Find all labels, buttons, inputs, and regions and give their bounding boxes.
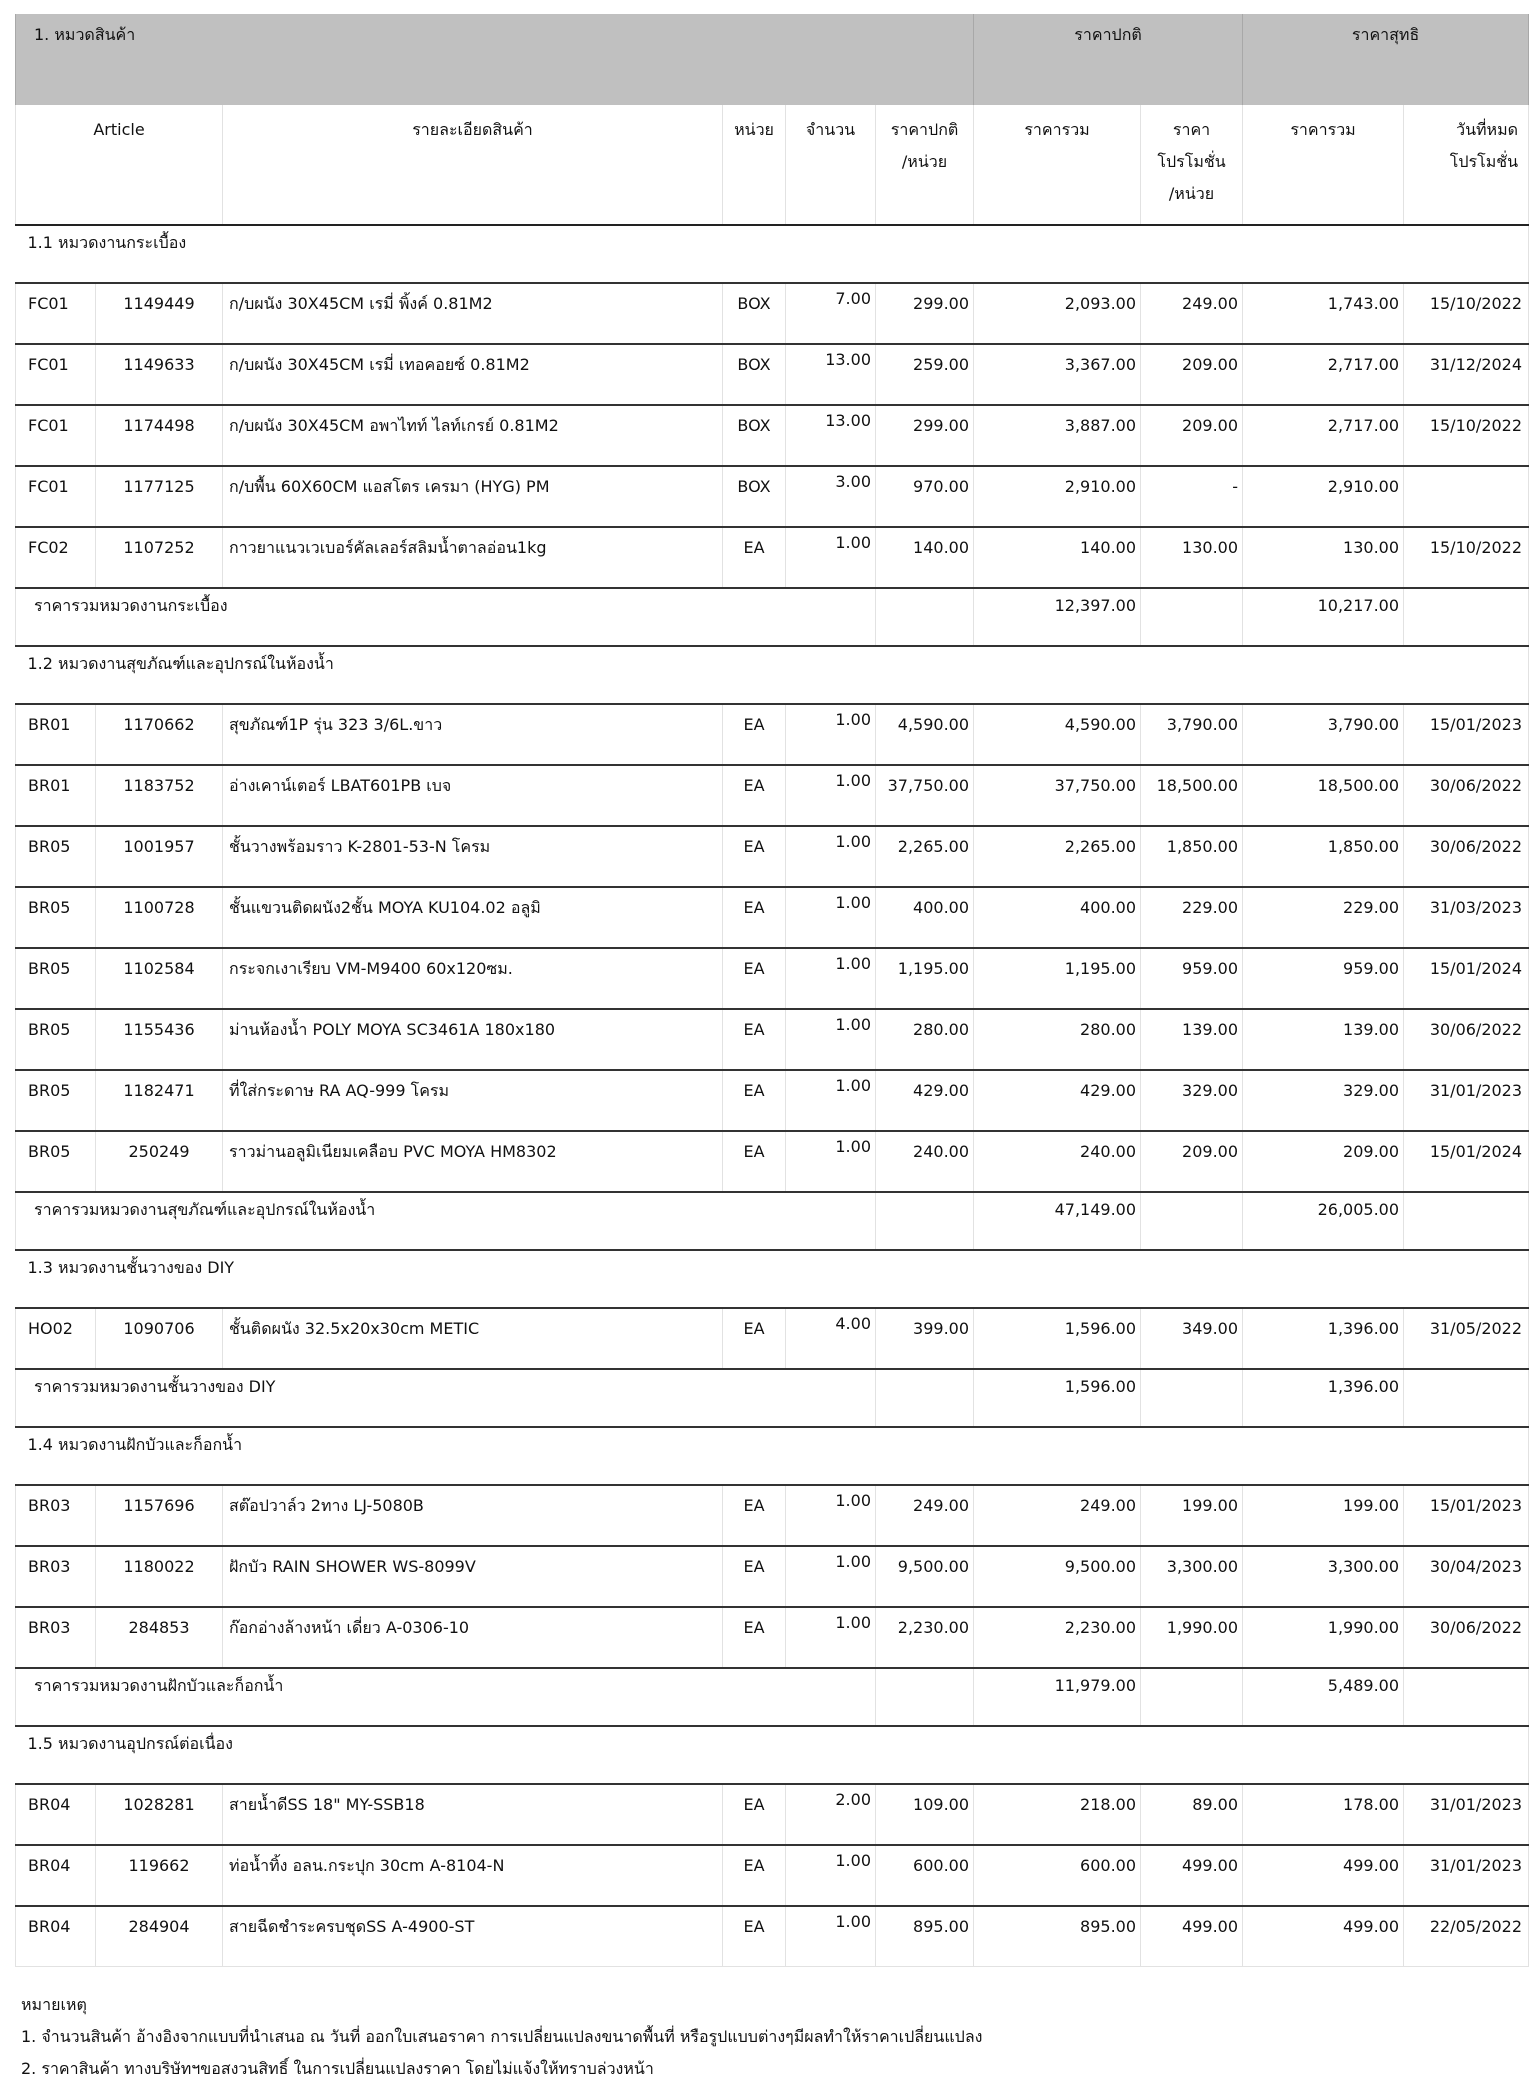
notes-section xyxy=(21,1989,1518,2085)
item-description: ก๊อกอ่างล้างหน้า เดี่ยว A-0306-10 xyxy=(223,1607,723,1668)
item-unit: EA xyxy=(723,1308,786,1369)
item-promo-end: 15/10/2022 xyxy=(1404,283,1529,344)
item-promo-price: 18,500.00 xyxy=(1141,765,1243,826)
item-code: BR04 xyxy=(16,1906,96,1967)
item-description: กระจกเงาเรียบ VM-M9400 60x120ซม. xyxy=(223,948,723,1009)
item-promo-end: 15/01/2023 xyxy=(1404,704,1529,765)
item-promo-end: 15/01/2024 xyxy=(1404,948,1529,1009)
item-promo-end: 30/06/2022 xyxy=(1404,1607,1529,1668)
item-unit-price: 970.00 xyxy=(876,466,974,527)
table-row xyxy=(16,466,1529,527)
subtotal-promo-total: 5,489.00 xyxy=(1243,1668,1404,1726)
item-total: 140.00 xyxy=(974,527,1141,588)
item-article: 1180022 xyxy=(96,1546,223,1607)
item-description: กาวยาแนวเวเบอร์คัลเลอร์สลิมน้ำตาลอ่อน1kg xyxy=(223,527,723,588)
item-promo-end: 31/01/2023 xyxy=(1404,1845,1529,1906)
subtotal-empty xyxy=(876,1192,974,1250)
item-promo-total: 199.00 xyxy=(1243,1485,1404,1546)
item-article: 1028281 xyxy=(96,1784,223,1845)
item-qty: 1.00 xyxy=(786,1131,876,1192)
table-row xyxy=(16,1308,1529,1369)
item-unit: EA xyxy=(723,1607,786,1668)
item-qty: 1.00 xyxy=(786,1485,876,1546)
item-article: 1090706 xyxy=(96,1308,223,1369)
item-code: BR05 xyxy=(16,1131,96,1192)
item-description: ที่ใส่กระดาษ RA AQ-999 โครม xyxy=(223,1070,723,1131)
subtotal-empty xyxy=(1141,1369,1243,1427)
item-article: 1182471 xyxy=(96,1070,223,1131)
item-unit: EA xyxy=(723,1009,786,1070)
group-regular-price: ราคาปกติ xyxy=(974,14,1243,105)
section-header-row xyxy=(16,646,1529,704)
item-unit: EA xyxy=(723,527,786,588)
price-quotation-table xyxy=(15,14,1529,1967)
subtotal-empty xyxy=(1404,588,1529,646)
subtotal-label: ราคารวมหมวดงานชั้นวางของ DIY xyxy=(16,1369,876,1427)
item-unit: EA xyxy=(723,1845,786,1906)
item-qty: 1.00 xyxy=(786,887,876,948)
item-unit-price: 895.00 xyxy=(876,1906,974,1967)
item-description: สายฉีดชำระครบชุดSS A-4900-ST xyxy=(223,1906,723,1967)
item-unit-price: 1,195.00 xyxy=(876,948,974,1009)
item-description: ท่อน้ำทิ้ง อลน.กระปุก 30cm A-8104-N xyxy=(223,1845,723,1906)
item-unit: BOX xyxy=(723,283,786,344)
item-total: 2,265.00 xyxy=(974,826,1141,887)
item-qty: 13.00 xyxy=(786,405,876,466)
table-row xyxy=(16,1009,1529,1070)
item-unit-price: 2,230.00 xyxy=(876,1607,974,1668)
item-promo-total: 1,850.00 xyxy=(1243,826,1404,887)
section-title: 1.2 หมวดงานสุขภัณฑ์และอุปกรณ์ในห้องน้ำ xyxy=(16,646,1529,704)
item-promo-price: 89.00 xyxy=(1141,1784,1243,1845)
item-unit-price: 37,750.00 xyxy=(876,765,974,826)
item-code: FC02 xyxy=(16,527,96,588)
subtotal-row xyxy=(16,1369,1529,1427)
item-promo-price: 209.00 xyxy=(1141,405,1243,466)
item-code: BR05 xyxy=(16,948,96,1009)
item-promo-end: 31/01/2023 xyxy=(1404,1070,1529,1131)
subtotal-row xyxy=(16,1192,1529,1250)
item-promo-end: 15/10/2022 xyxy=(1404,405,1529,466)
table-row xyxy=(16,1485,1529,1546)
table-row xyxy=(16,704,1529,765)
item-description: ก/บผนัง 30X45CM อพาไทท์ ไลท์เกรย์ 0.81M2 xyxy=(223,405,723,466)
item-code: BR05 xyxy=(16,1009,96,1070)
subtotal-promo-total: 1,396.00 xyxy=(1243,1369,1404,1427)
item-qty: 3.00 xyxy=(786,466,876,527)
item-promo-total: 3,790.00 xyxy=(1243,704,1404,765)
column-header-row xyxy=(16,105,1529,225)
item-total: 2,230.00 xyxy=(974,1607,1141,1668)
item-description: สายน้ำดีSS 18" MY-SSB18 xyxy=(223,1784,723,1845)
item-unit: EA xyxy=(723,1906,786,1967)
category-title: 1. หมวดสินค้า xyxy=(16,14,974,105)
item-total: 240.00 xyxy=(974,1131,1141,1192)
table-row xyxy=(16,1607,1529,1668)
table-row xyxy=(16,887,1529,948)
item-promo-end: 30/06/2022 xyxy=(1404,826,1529,887)
col-promo-end xyxy=(1404,105,1529,225)
item-article: 1177125 xyxy=(96,466,223,527)
item-promo-total: 1,396.00 xyxy=(1243,1308,1404,1369)
notes-title: หมายเหตุ xyxy=(21,1995,87,2014)
table-row xyxy=(16,1784,1529,1845)
item-promo-total: 499.00 xyxy=(1243,1845,1404,1906)
section-title: 1.3 หมวดงานชั้นวางของ DIY xyxy=(16,1250,1529,1308)
item-promo-total: 329.00 xyxy=(1243,1070,1404,1131)
item-promo-price: 229.00 xyxy=(1141,887,1243,948)
item-total: 280.00 xyxy=(974,1009,1141,1070)
item-article: 284853 xyxy=(96,1607,223,1668)
table-row xyxy=(16,948,1529,1009)
item-code: BR04 xyxy=(16,1845,96,1906)
subtotal-empty xyxy=(1404,1369,1529,1427)
col-promo-price xyxy=(1141,105,1243,225)
col-total: ราคารวม xyxy=(974,105,1141,225)
item-total: 1,195.00 xyxy=(974,948,1141,1009)
item-article: 284904 xyxy=(96,1906,223,1967)
item-total: 2,910.00 xyxy=(974,466,1141,527)
item-unit-price: 259.00 xyxy=(876,344,974,405)
item-code: BR01 xyxy=(16,704,96,765)
section-header-row xyxy=(16,225,1529,283)
item-unit-price: 429.00 xyxy=(876,1070,974,1131)
item-code: BR05 xyxy=(16,887,96,948)
item-qty: 4.00 xyxy=(786,1308,876,1369)
item-total: 249.00 xyxy=(974,1485,1141,1546)
section-title: 1.4 หมวดงานฝักบัวและก็อกน้ำ xyxy=(16,1427,1529,1485)
subtotal-promo-total: 26,005.00 xyxy=(1243,1192,1404,1250)
item-qty: 1.00 xyxy=(786,1009,876,1070)
item-description: ชั้นวางพร้อมราว K-2801-53-N โครม xyxy=(223,826,723,887)
subtotal-empty xyxy=(876,1668,974,1726)
item-promo-end: 30/06/2022 xyxy=(1404,765,1529,826)
item-promo-total: 18,500.00 xyxy=(1243,765,1404,826)
subtotal-empty xyxy=(1141,588,1243,646)
item-total: 218.00 xyxy=(974,1784,1141,1845)
item-unit-price: 399.00 xyxy=(876,1308,974,1369)
section-title: 1.5 หมวดงานอุปกรณ์ต่อเนื่อง xyxy=(16,1726,1529,1784)
item-promo-total: 2,717.00 xyxy=(1243,344,1404,405)
item-promo-price: 209.00 xyxy=(1141,344,1243,405)
item-article: 1170662 xyxy=(96,704,223,765)
table-row xyxy=(16,1906,1529,1967)
item-promo-total: 1,990.00 xyxy=(1243,1607,1404,1668)
table-row xyxy=(16,1546,1529,1607)
item-promo-price: 209.00 xyxy=(1141,1131,1243,1192)
subtotal-promo-total: 10,217.00 xyxy=(1243,588,1404,646)
item-qty: 1.00 xyxy=(786,765,876,826)
item-total: 429.00 xyxy=(974,1070,1141,1131)
item-code: FC01 xyxy=(16,466,96,527)
table-row xyxy=(16,527,1529,588)
item-promo-total: 3,300.00 xyxy=(1243,1546,1404,1607)
item-unit-price: 109.00 xyxy=(876,1784,974,1845)
subtotal-empty xyxy=(876,588,974,646)
item-article: 1183752 xyxy=(96,765,223,826)
note-line-1: 1. จำนวนสินค้า อ้างอิงจากแบบที่นำเสนอ ณ วันที่ ออกใบเสนอราคา การเปลี่ยนแปลงขนาดพื้นที่ หรือรูปแบบต่างๆมีผลทำให้ราคาเปลี่ยนแปลง xyxy=(21,2027,983,2046)
item-total: 400.00 xyxy=(974,887,1141,948)
item-unit-price: 400.00 xyxy=(876,887,974,948)
item-description: ก/บผนัง 30X45CM เรมี่ พิ้งค์ 0.81M2 xyxy=(223,283,723,344)
item-article: 1174498 xyxy=(96,405,223,466)
col-qty: จำนวน xyxy=(786,105,876,225)
item-unit-price: 140.00 xyxy=(876,527,974,588)
item-description: สุขภัณฑ์1P รุ่น 323 3/6L.ขาว xyxy=(223,704,723,765)
item-promo-end: 22/05/2022 xyxy=(1404,1906,1529,1967)
item-article: 1001957 xyxy=(96,826,223,887)
item-promo-price: 199.00 xyxy=(1141,1485,1243,1546)
item-code: BR03 xyxy=(16,1546,96,1607)
table-row xyxy=(16,1131,1529,1192)
item-code: FC01 xyxy=(16,344,96,405)
item-promo-price: 130.00 xyxy=(1141,527,1243,588)
item-total: 37,750.00 xyxy=(974,765,1141,826)
subtotal-total: 12,397.00 xyxy=(974,588,1141,646)
table-row xyxy=(16,1070,1529,1131)
item-promo-end: 30/06/2022 xyxy=(1404,1009,1529,1070)
item-qty: 1.00 xyxy=(786,826,876,887)
item-total: 3,887.00 xyxy=(974,405,1141,466)
item-promo-price: 3,300.00 xyxy=(1141,1546,1243,1607)
item-description: อ่างเคาน์เตอร์ LBAT601PB เบจ xyxy=(223,765,723,826)
item-description: ม่านห้องน้ำ POLY MOYA SC3461A 180x180 xyxy=(223,1009,723,1070)
table-row xyxy=(16,826,1529,887)
subtotal-row xyxy=(16,588,1529,646)
item-code: BR01 xyxy=(16,765,96,826)
item-promo-end: 15/01/2024 xyxy=(1404,1131,1529,1192)
item-promo-end: 31/05/2022 xyxy=(1404,1308,1529,1369)
item-total: 3,367.00 xyxy=(974,344,1141,405)
subtotal-empty xyxy=(1141,1668,1243,1726)
item-total: 1,596.00 xyxy=(974,1308,1141,1369)
item-promo-end: 15/01/2023 xyxy=(1404,1485,1529,1546)
item-article: 1107252 xyxy=(96,527,223,588)
item-qty: 1.00 xyxy=(786,1070,876,1131)
item-unit: EA xyxy=(723,704,786,765)
item-unit-price: 240.00 xyxy=(876,1131,974,1192)
item-unit: EA xyxy=(723,1070,786,1131)
item-unit-price: 4,590.00 xyxy=(876,704,974,765)
item-description: ชั้นแขวนติดผนัง2ชั้น MOYA KU104.02 อลูมิ xyxy=(223,887,723,948)
item-unit-price: 280.00 xyxy=(876,1009,974,1070)
item-promo-end: 31/01/2023 xyxy=(1404,1784,1529,1845)
item-description: ก/บพื้น 60X60CM แอสโตร เครมา (HYG) PM xyxy=(223,466,723,527)
item-unit: EA xyxy=(723,1485,786,1546)
item-code: BR04 xyxy=(16,1784,96,1845)
col-unit-price xyxy=(876,105,974,225)
item-promo-end: 31/03/2023 xyxy=(1404,887,1529,948)
subtotal-label: ราคารวมหมวดงานสุขภัณฑ์และอุปกรณ์ในห้องน้ำ xyxy=(16,1192,876,1250)
item-unit: EA xyxy=(723,765,786,826)
item-promo-total: 1,743.00 xyxy=(1243,283,1404,344)
table-row xyxy=(16,1845,1529,1906)
subtotal-empty xyxy=(876,1369,974,1427)
col-promo-line2: โปรโมชั่น xyxy=(1157,152,1226,171)
item-qty: 1.00 xyxy=(786,1546,876,1607)
item-unit: BOX xyxy=(723,466,786,527)
item-code: BR05 xyxy=(16,826,96,887)
item-description: ชั้นติดผนัง 32.5x20x30cm METIC xyxy=(223,1308,723,1369)
item-unit: EA xyxy=(723,1784,786,1845)
item-unit-price: 249.00 xyxy=(876,1485,974,1546)
item-article: 250249 xyxy=(96,1131,223,1192)
col-promo-line1: ราคา xyxy=(1172,120,1211,139)
col-promo-line3: /หน่วย xyxy=(1168,184,1215,203)
item-description: ก/บผนัง 30X45CM เรมี่ เทอคอยซ์ 0.81M2 xyxy=(223,344,723,405)
item-promo-total: 2,910.00 xyxy=(1243,466,1404,527)
item-total: 895.00 xyxy=(974,1906,1141,1967)
item-promo-price: 139.00 xyxy=(1141,1009,1243,1070)
item-qty: 1.00 xyxy=(786,948,876,1009)
item-promo-total: 209.00 xyxy=(1243,1131,1404,1192)
item-article: 1155436 xyxy=(96,1009,223,1070)
subtotal-total: 1,596.00 xyxy=(974,1369,1141,1427)
item-unit: EA xyxy=(723,1546,786,1607)
item-unit: BOX xyxy=(723,405,786,466)
item-code: BR03 xyxy=(16,1485,96,1546)
item-code: BR03 xyxy=(16,1607,96,1668)
group-net-price: ราคาสุทธิ xyxy=(1243,14,1529,105)
item-qty: 1.00 xyxy=(786,1607,876,1668)
item-promo-end: 31/12/2024 xyxy=(1404,344,1529,405)
section-title: 1.1 หมวดงานกระเบื้อง xyxy=(16,225,1529,283)
item-unit-price: 299.00 xyxy=(876,405,974,466)
item-description: ฝักบัว RAIN SHOWER WS-8099V xyxy=(223,1546,723,1607)
subtotal-total: 11,979.00 xyxy=(974,1668,1141,1726)
note-line-2: 2. ราคาสินค้า ทางบริษัทฯขอสงวนสิทธิ์ ในการเปลี่ยนแปลงราคา โดยไม่แจ้งให้ทราบล่วงหน้า xyxy=(21,2059,654,2078)
item-code: FC01 xyxy=(16,283,96,344)
item-qty: 1.00 xyxy=(786,1906,876,1967)
section-header-row xyxy=(16,1726,1529,1784)
item-unit-price: 600.00 xyxy=(876,1845,974,1906)
item-total: 2,093.00 xyxy=(974,283,1141,344)
item-promo-price: 329.00 xyxy=(1141,1070,1243,1131)
item-unit: EA xyxy=(723,948,786,1009)
col-promo-end-line1: วันที่หมด xyxy=(1456,120,1519,139)
item-qty: 1.00 xyxy=(786,1845,876,1906)
table-row xyxy=(16,344,1529,405)
item-total: 600.00 xyxy=(974,1845,1141,1906)
item-code: BR05 xyxy=(16,1070,96,1131)
item-code: FC01 xyxy=(16,405,96,466)
item-article: 1100728 xyxy=(96,887,223,948)
subtotal-label: ราคารวมหมวดงานฝักบัวและก็อกน้ำ xyxy=(16,1668,876,1726)
item-qty: 1.00 xyxy=(786,527,876,588)
table-row xyxy=(16,405,1529,466)
group-header-row xyxy=(16,14,1529,105)
item-promo-price: 3,790.00 xyxy=(1141,704,1243,765)
table-row xyxy=(16,765,1529,826)
item-promo-total: 229.00 xyxy=(1243,887,1404,948)
item-unit: EA xyxy=(723,887,786,948)
item-qty: 7.00 xyxy=(786,283,876,344)
item-promo-price: 499.00 xyxy=(1141,1845,1243,1906)
section-header-row xyxy=(16,1250,1529,1308)
item-unit-price: 299.00 xyxy=(876,283,974,344)
item-total: 4,590.00 xyxy=(974,704,1141,765)
section-header-row xyxy=(16,1427,1529,1485)
item-unit: EA xyxy=(723,1131,786,1192)
item-article: 1149449 xyxy=(96,283,223,344)
subtotal-total: 47,149.00 xyxy=(974,1192,1141,1250)
table-body xyxy=(16,225,1529,1967)
item-promo-total: 139.00 xyxy=(1243,1009,1404,1070)
item-unit-price: 2,265.00 xyxy=(876,826,974,887)
subtotal-empty xyxy=(1141,1192,1243,1250)
item-code: HO02 xyxy=(16,1308,96,1369)
item-promo-price: 249.00 xyxy=(1141,283,1243,344)
item-promo-total: 130.00 xyxy=(1243,527,1404,588)
col-description: รายละเอียดสินค้า xyxy=(223,105,723,225)
col-unit: หน่วย xyxy=(723,105,786,225)
col-promo-total: ราคารวม xyxy=(1243,105,1404,225)
item-unit-price: 9,500.00 xyxy=(876,1546,974,1607)
item-total: 9,500.00 xyxy=(974,1546,1141,1607)
col-article: Article xyxy=(16,105,223,225)
subtotal-empty xyxy=(1404,1192,1529,1250)
item-promo-price: 1,990.00 xyxy=(1141,1607,1243,1668)
item-description: ราวม่านอลูมิเนียมเคลือบ PVC MOYA HM8302 xyxy=(223,1131,723,1192)
item-unit: BOX xyxy=(723,344,786,405)
table-row xyxy=(16,283,1529,344)
item-qty: 2.00 xyxy=(786,1784,876,1845)
item-unit: EA xyxy=(723,826,786,887)
subtotal-empty xyxy=(1404,1668,1529,1726)
item-description: สต๊อปวาล์ว 2ทาง LJ-5080B xyxy=(223,1485,723,1546)
item-qty: 13.00 xyxy=(786,344,876,405)
col-promo-end-line2: โปรโมชั่น xyxy=(1449,152,1519,171)
item-article: 1102584 xyxy=(96,948,223,1009)
item-promo-price: 1,850.00 xyxy=(1141,826,1243,887)
item-promo-total: 959.00 xyxy=(1243,948,1404,1009)
subtotal-label: ราคารวมหมวดงานกระเบื้อง xyxy=(16,588,876,646)
item-article: 119662 xyxy=(96,1845,223,1906)
col-unit-price-line2: /หน่วย xyxy=(901,152,948,171)
item-promo-end: 15/10/2022 xyxy=(1404,527,1529,588)
item-promo-total: 499.00 xyxy=(1243,1906,1404,1967)
subtotal-row xyxy=(16,1668,1529,1726)
item-promo-price: 499.00 xyxy=(1141,1906,1243,1967)
item-article: 1149633 xyxy=(96,344,223,405)
item-promo-total: 178.00 xyxy=(1243,1784,1404,1845)
item-qty: 1.00 xyxy=(786,704,876,765)
item-promo-price: 349.00 xyxy=(1141,1308,1243,1369)
item-promo-end xyxy=(1404,466,1529,527)
item-promo-total: 2,717.00 xyxy=(1243,405,1404,466)
item-promo-price: 959.00 xyxy=(1141,948,1243,1009)
item-promo-price: - xyxy=(1141,466,1243,527)
col-unit-price-line1: ราคาปกติ xyxy=(890,120,959,139)
item-promo-end: 30/04/2023 xyxy=(1404,1546,1529,1607)
item-article: 1157696 xyxy=(96,1485,223,1546)
